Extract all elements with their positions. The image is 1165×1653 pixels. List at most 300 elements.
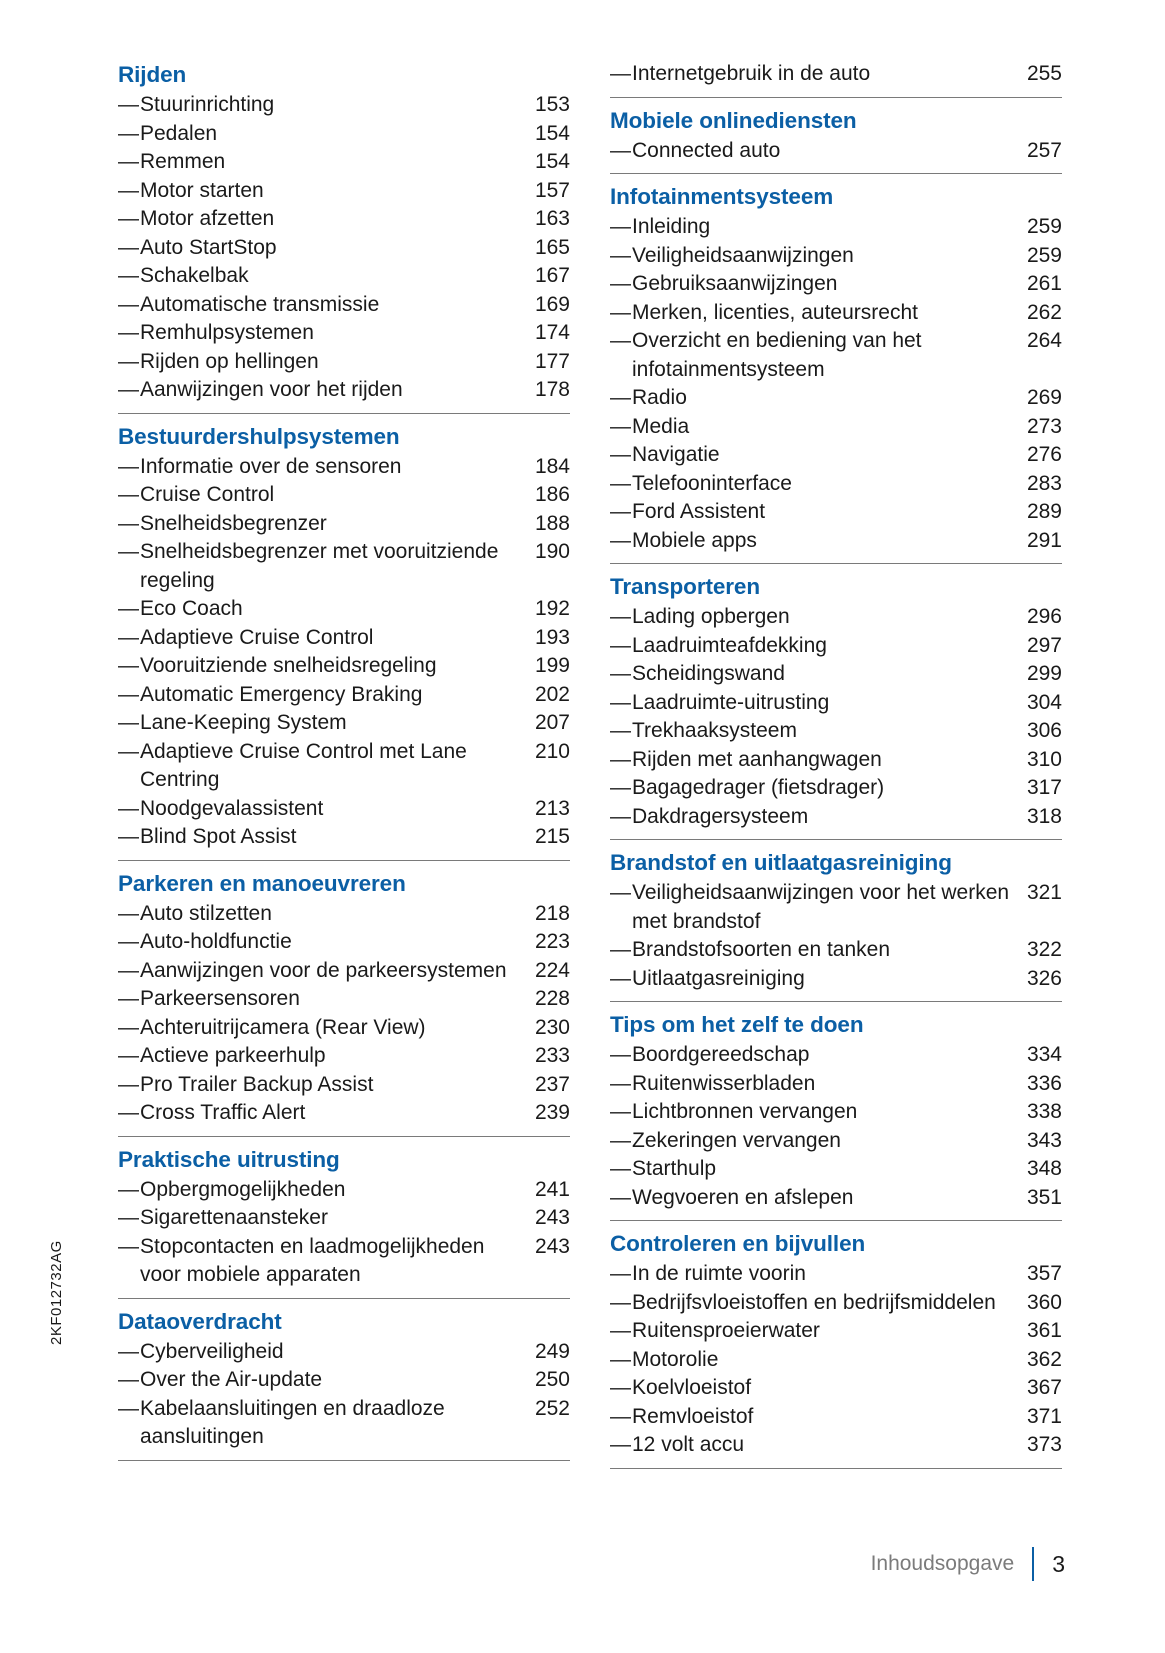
section-divider <box>610 1220 1062 1221</box>
toc-entry[interactable] <box>610 1098 1062 1127</box>
toc-entry-label: Auto StartStop <box>140 235 277 259</box>
entry-dash-icon: — <box>610 881 631 904</box>
toc-entry-label: Inleiding <box>632 215 711 238</box>
entry-dash-icon: — <box>610 938 631 961</box>
toc-entry-label: Brandstofsoorten en tanken <box>632 938 891 961</box>
toc-entry-page: 348 <box>1026 1157 1062 1180</box>
toc-entry[interactable] <box>118 481 570 510</box>
toc-entry[interactable] <box>610 213 1062 242</box>
toc-entry-page: 296 <box>1026 605 1062 628</box>
entry-dash-icon: — <box>610 1071 631 1095</box>
toc-entry-page: 154 <box>534 121 570 145</box>
toc-entry-page: 210 <box>534 739 570 763</box>
entry-dash-icon: — <box>610 662 631 685</box>
section-divider <box>118 1298 570 1299</box>
toc-entry[interactable] <box>610 441 1062 470</box>
entry-dash-icon: — <box>610 690 631 714</box>
toc-entry-page: 334 <box>1026 1043 1062 1066</box>
toc-section-title[interactable]: Brandstof en uitlaatgasreiniging <box>610 850 952 875</box>
toc-entry-label: 12 volt accu <box>632 1433 745 1456</box>
toc-section-continued <box>610 60 1062 98</box>
document-code: 2KF012732AG <box>48 1240 65 1345</box>
entry-dash-icon: — <box>610 719 631 742</box>
toc-entry-page: 289 <box>1026 500 1062 523</box>
toc-entry[interactable] <box>118 1395 570 1452</box>
entry-dash-icon: — <box>118 901 139 925</box>
toc-section <box>610 108 1062 175</box>
entry-dash-icon: — <box>610 1043 631 1066</box>
toc-entry-label: Veiligheidsaanwijzingen voor het werken met brandstof <box>632 881 1010 933</box>
toc-entry-label: Achteruitrijcamera (Rear View) <box>140 1015 426 1039</box>
entry-dash-icon: — <box>118 207 139 230</box>
toc-entry[interactable] <box>118 1099 570 1128</box>
toc-entry-label: Automatische transmissie <box>140 292 380 316</box>
toc-entry-label: Trekhaaksysteem <box>632 719 797 742</box>
entry-dash-icon: — <box>118 1015 139 1039</box>
toc-entry[interactable] <box>118 738 570 795</box>
toc-entry-page: 304 <box>1026 690 1062 714</box>
toc-entry[interactable] <box>610 1374 1062 1403</box>
toc-entry[interactable] <box>610 603 1062 632</box>
toc-entry[interactable] <box>118 234 570 263</box>
entry-dash-icon: — <box>610 500 631 523</box>
toc-entry-page: 223 <box>534 930 570 953</box>
toc-entry-page: 218 <box>534 901 570 925</box>
toc-entry[interactable] <box>610 470 1062 499</box>
toc-section-title[interactable]: Parkeren en manoeuvreren <box>118 870 406 896</box>
entry-dash-icon: — <box>610 747 631 771</box>
toc-entry-label: Actieve parkeerhulp <box>140 1044 326 1067</box>
toc-section <box>610 574 1062 840</box>
section-divider <box>610 1468 1062 1469</box>
entry-dash-icon: — <box>118 483 139 506</box>
toc-entry-label: Mobiele apps <box>632 528 757 552</box>
toc-section <box>118 1147 570 1299</box>
toc-entry[interactable] <box>610 1346 1062 1375</box>
toc-entry-page: 157 <box>534 178 570 202</box>
entry-dash-icon: — <box>610 776 631 799</box>
toc-entry-page: 215 <box>534 825 570 848</box>
toc-entry-label: Telefooninterface <box>632 471 792 495</box>
toc-entry[interactable] <box>610 965 1062 994</box>
toc-entry[interactable] <box>610 498 1062 527</box>
toc-entry-page: 252 <box>534 1396 570 1420</box>
toc-entry-page: 360 <box>1026 1290 1062 1314</box>
toc-entry-label: Media <box>632 414 690 438</box>
toc-entry[interactable] <box>118 1176 570 1205</box>
entry-dash-icon: — <box>118 150 139 173</box>
toc-entry-label: Zekeringen vervangen <box>632 1128 841 1152</box>
toc-entry-label: Motor starten <box>140 178 264 202</box>
toc-entry[interactable] <box>118 376 570 405</box>
toc-section-title[interactable]: Praktische uitrusting <box>118 1146 340 1172</box>
entry-dash-icon: — <box>610 471 631 495</box>
toc-entry[interactable] <box>118 510 570 539</box>
toc-entry-page: 317 <box>1026 776 1062 799</box>
toc-entry[interactable] <box>610 936 1062 965</box>
toc-entry-page: 343 <box>1026 1128 1062 1152</box>
toc-entry[interactable] <box>118 1338 570 1367</box>
toc-section <box>610 184 1062 564</box>
toc-entry-page: 188 <box>534 511 570 535</box>
toc-entry-label: Merken, licenties, auteursrecht <box>632 300 918 324</box>
toc-entry[interactable] <box>610 413 1062 442</box>
toc-entry[interactable] <box>610 242 1062 271</box>
entry-dash-icon: — <box>118 1177 139 1201</box>
toc-entry-page: 167 <box>534 264 570 287</box>
toc-entry-label: Veiligheidsaanwijzingen <box>632 243 854 267</box>
entry-dash-icon: — <box>610 804 631 828</box>
toc-entry-page: 239 <box>534 1101 570 1124</box>
toc-entry-label: In de ruimte voorin <box>632 1262 806 1285</box>
toc-section-title[interactable]: Infotainmentsysteem <box>610 184 834 209</box>
entry-dash-icon: — <box>610 1185 631 1209</box>
toc-entry-page: 269 <box>1026 386 1062 409</box>
toc-entry[interactable] <box>610 527 1062 556</box>
entry-dash-icon: — <box>118 1396 139 1420</box>
toc-entry-label: Cyberveiligheid <box>140 1339 284 1363</box>
toc-section-title[interactable]: Bestuurdershulpsystemen <box>118 423 400 449</box>
toc-entry-label: Laadruimte-uitrusting <box>632 690 830 714</box>
entry-dash-icon: — <box>610 272 631 295</box>
toc-entry-page: 322 <box>1026 938 1062 961</box>
toc-entry-page: 230 <box>534 1015 570 1039</box>
toc-section <box>118 1309 570 1461</box>
toc-entry[interactable] <box>118 652 570 681</box>
toc-entry[interactable] <box>610 137 1062 166</box>
toc-entry-page: 186 <box>534 483 570 506</box>
entry-dash-icon: — <box>610 138 631 162</box>
toc-entry[interactable] <box>610 660 1062 689</box>
toc-entry-label: Lading opbergen <box>632 605 790 628</box>
entry-dash-icon: — <box>610 215 631 238</box>
toc-entry[interactable] <box>610 632 1062 661</box>
toc-entry-label: Wegvoeren en afslepen <box>632 1185 854 1209</box>
toc-entry-page: 243 <box>534 1234 570 1258</box>
toc-entry-label: Remvloeistof <box>632 1404 754 1428</box>
toc-section-title[interactable]: Rijden <box>118 62 187 87</box>
page-footer <box>871 1547 1065 1581</box>
entry-dash-icon: — <box>610 528 631 552</box>
toc-entry[interactable] <box>610 1289 1062 1318</box>
toc-entry[interactable] <box>118 319 570 348</box>
entry-dash-icon: — <box>610 966 631 990</box>
toc-entry[interactable] <box>610 879 1062 936</box>
toc-entry[interactable] <box>118 1233 570 1290</box>
toc-entry-label: Aanwijzingen voor de parkeersystemen <box>140 958 507 982</box>
toc-entry-page: 283 <box>1026 471 1062 495</box>
toc-entry-page: 174 <box>534 321 570 344</box>
toc-entry-page: 259 <box>1026 243 1062 267</box>
section-divider <box>610 563 1062 564</box>
toc-entry-page: 169 <box>534 292 570 316</box>
toc-entry-page: 213 <box>534 796 570 820</box>
toc-entry-page: 321 <box>1026 881 1062 904</box>
toc-entry-page: 237 <box>534 1072 570 1096</box>
toc-section <box>118 871 570 1137</box>
toc-entry-label: Internetgebruik in de auto <box>632 62 871 85</box>
toc-section-title[interactable]: Controleren en bijvullen <box>610 1231 866 1256</box>
toc-entry[interactable] <box>118 928 570 957</box>
section-divider <box>118 860 570 861</box>
toc-entry[interactable] <box>118 1071 570 1100</box>
toc-entry[interactable] <box>118 985 570 1014</box>
toc-entry-page: 255 <box>1026 62 1062 85</box>
toc-entry[interactable] <box>610 746 1062 775</box>
entry-dash-icon: — <box>118 958 139 982</box>
toc-entry[interactable] <box>118 1204 570 1233</box>
toc-entry-label: Connected auto <box>632 138 781 162</box>
toc-entry[interactable] <box>118 205 570 234</box>
toc-entry-page: 163 <box>534 207 570 230</box>
footer-page-number: 3 <box>1052 1550 1065 1577</box>
toc-entry[interactable] <box>610 717 1062 746</box>
toc-entry[interactable] <box>610 1260 1062 1289</box>
toc-entry-label: Cross Traffic Alert <box>140 1101 306 1124</box>
toc-section-title[interactable]: Transporteren <box>610 574 760 599</box>
toc-section <box>610 1012 1062 1221</box>
toc-entry-label: Lane-Keeping System <box>140 711 347 734</box>
toc-entry-label: Pedalen <box>140 121 218 145</box>
toc-entry[interactable] <box>610 1041 1062 1070</box>
toc-entry-page: 243 <box>534 1206 570 1229</box>
toc-entry[interactable] <box>118 348 570 377</box>
toc-entry-label: Informatie over de sensoren <box>140 454 402 478</box>
entry-dash-icon: — <box>118 349 139 373</box>
toc-entry-label: Laadruimteafdekking <box>632 633 827 657</box>
toc-entry-label: Navigatie <box>632 443 720 466</box>
toc-entry-label: Gebruiksaanwijzingen <box>632 272 838 295</box>
toc-entry[interactable] <box>610 1184 1062 1213</box>
entry-dash-icon: — <box>118 511 139 535</box>
toc-entry-page: 177 <box>534 349 570 373</box>
toc-entry[interactable] <box>610 327 1062 384</box>
toc-entry-label: Schakelbak <box>140 264 249 287</box>
toc-entry[interactable] <box>118 148 570 177</box>
toc-entry-label: Starthulp <box>632 1157 717 1180</box>
toc-entry-label: Scheidingswand <box>632 662 785 685</box>
toc-entry[interactable] <box>610 1155 1062 1184</box>
toc-entry[interactable] <box>118 709 570 738</box>
toc-entry-page: 233 <box>534 1044 570 1067</box>
entry-dash-icon: — <box>118 178 139 202</box>
toc-entry-label: Adaptieve Cruise Control met Lane Centring <box>140 739 467 791</box>
toc-entry-page: 193 <box>534 625 570 649</box>
toc-entry[interactable] <box>610 270 1062 299</box>
toc-entry[interactable] <box>610 803 1062 832</box>
toc-entry-page: 202 <box>534 682 570 706</box>
toc-entry-page: 373 <box>1026 1433 1062 1456</box>
toc-entry[interactable] <box>118 900 570 929</box>
entry-dash-icon: — <box>118 1044 139 1067</box>
toc-entry[interactable] <box>118 1366 570 1395</box>
toc-entry-page: 261 <box>1026 272 1062 295</box>
toc-entry[interactable] <box>118 624 570 653</box>
entry-dash-icon: — <box>610 443 631 466</box>
toc-entry-page: 371 <box>1026 1404 1062 1428</box>
toc-section-title[interactable]: Mobiele onlinediensten <box>610 107 857 133</box>
toc-entry[interactable] <box>118 681 570 710</box>
toc-entry[interactable] <box>118 120 570 149</box>
toc-entry-page: 264 <box>1026 329 1062 352</box>
entry-dash-icon: — <box>610 1433 631 1456</box>
entry-dash-icon: — <box>118 987 139 1010</box>
entry-dash-icon: — <box>610 1290 631 1314</box>
toc-entry-label: Auto-holdfunctie <box>140 930 292 953</box>
toc-entry-label: Overzicht en bediening van het infotainmentsysteem <box>632 329 922 381</box>
section-divider <box>118 1136 570 1137</box>
toc-entry[interactable] <box>118 291 570 320</box>
toc-entry[interactable] <box>610 689 1062 718</box>
toc-entry[interactable] <box>610 299 1062 328</box>
toc-entry[interactable] <box>610 1431 1062 1460</box>
entry-dash-icon: — <box>610 300 631 324</box>
toc-entry-page: 338 <box>1026 1100 1062 1123</box>
toc-entry-page: 361 <box>1026 1319 1062 1342</box>
toc-entry[interactable] <box>118 453 570 482</box>
toc-entry[interactable] <box>118 262 570 291</box>
toc-entry-page: 250 <box>534 1368 570 1391</box>
toc-entry[interactable] <box>118 595 570 624</box>
toc-entry-page: 273 <box>1026 414 1062 438</box>
toc-entry-label: Ruitenwisserbladen <box>632 1071 816 1095</box>
entry-dash-icon: — <box>118 682 139 706</box>
toc-entry-label: Remmen <box>140 150 226 173</box>
toc-entry-label: Remhulpsystemen <box>140 321 314 344</box>
toc-entry-label: Stopcontacten en laadmogelijkheden voor mobiele apparaten <box>140 1234 485 1286</box>
toc-entry-page: 326 <box>1026 966 1062 990</box>
toc-entry-label: Kabelaansluitingen en draadloze aansluitingen <box>140 1396 445 1448</box>
toc-entry-label: Radio <box>632 386 687 409</box>
entry-dash-icon: — <box>118 121 139 145</box>
toc-right-column <box>610 60 1062 1479</box>
entry-dash-icon: — <box>118 625 139 649</box>
section-divider <box>610 97 1062 98</box>
entry-dash-icon: — <box>610 1347 631 1371</box>
entry-dash-icon: — <box>118 1072 139 1096</box>
toc-section-title[interactable]: Dataoverdracht <box>118 1308 282 1334</box>
entry-dash-icon: — <box>118 378 139 401</box>
toc-entry-label: Opbergmogelijkheden <box>140 1177 346 1201</box>
entry-dash-icon: — <box>118 540 139 563</box>
toc-entry-label: Snelheidsbegrenzer met vooruitziende regeling <box>140 540 499 592</box>
entry-dash-icon: — <box>118 654 139 677</box>
toc-entry-label: Rijden met aanhangwagen <box>632 747 882 771</box>
toc-entry-page: 165 <box>534 235 570 259</box>
entry-dash-icon: — <box>610 633 631 657</box>
toc-columns <box>118 60 1063 1479</box>
entry-dash-icon: — <box>118 1206 139 1229</box>
toc-entry[interactable] <box>610 1317 1062 1346</box>
toc-entry-page: 199 <box>534 654 570 677</box>
toc-entry-page: 262 <box>1026 300 1062 324</box>
section-divider <box>610 839 1062 840</box>
toc-entry[interactable] <box>610 384 1062 413</box>
toc-left-column <box>118 60 570 1479</box>
toc-entry-page: 259 <box>1026 215 1062 238</box>
toc-entry[interactable] <box>118 1014 570 1043</box>
toc-entry[interactable] <box>610 1127 1062 1156</box>
toc-entry-label: Auto stilzetten <box>140 901 272 925</box>
toc-entry-label: Automatic Emergency Braking <box>140 682 423 706</box>
entry-dash-icon: — <box>118 454 139 478</box>
entry-dash-icon: — <box>118 292 139 316</box>
entry-dash-icon: — <box>610 1262 631 1285</box>
toc-section-title[interactable]: Tips om het zelf te doen <box>610 1012 864 1037</box>
toc-entry-page: 241 <box>534 1177 570 1201</box>
toc-entry-label: Blind Spot Assist <box>140 825 297 848</box>
toc-entry-label: Ford Assistent <box>632 500 766 523</box>
entry-dash-icon: — <box>610 1319 631 1342</box>
toc-entry-page: 310 <box>1026 747 1062 771</box>
toc-entry-page: 249 <box>534 1339 570 1363</box>
toc-entry[interactable] <box>118 1042 570 1071</box>
toc-entry-page: 297 <box>1026 633 1062 657</box>
entry-dash-icon: — <box>610 414 631 438</box>
section-divider <box>118 1460 570 1461</box>
toc-entry-label: Lichtbronnen vervangen <box>632 1100 858 1123</box>
toc-entry-page: 336 <box>1026 1071 1062 1095</box>
entry-dash-icon: — <box>610 1128 631 1152</box>
toc-entry-label: Motorolie <box>632 1347 719 1371</box>
entry-dash-icon: — <box>118 264 139 287</box>
entry-dash-icon: — <box>118 1368 139 1391</box>
toc-entry-page: 306 <box>1026 719 1062 742</box>
toc-entry[interactable] <box>118 957 570 986</box>
toc-entry[interactable] <box>118 91 570 120</box>
entry-dash-icon: — <box>610 243 631 267</box>
footer-divider <box>1032 1547 1034 1581</box>
entry-dash-icon: — <box>610 386 631 409</box>
toc-entry[interactable] <box>118 177 570 206</box>
toc-entry-page: 228 <box>534 987 570 1010</box>
entry-dash-icon: — <box>118 93 139 116</box>
toc-section <box>118 62 570 414</box>
toc-entry[interactable] <box>610 774 1062 803</box>
entry-dash-icon: — <box>610 62 631 85</box>
toc-entry[interactable] <box>118 538 570 595</box>
entry-dash-icon: — <box>118 1339 139 1363</box>
toc-entry-label: Over the Air-update <box>140 1368 323 1391</box>
entry-dash-icon: — <box>610 329 631 352</box>
toc-entry[interactable] <box>610 1070 1062 1099</box>
toc-entry-label: Pro Trailer Backup Assist <box>140 1072 374 1096</box>
toc-section <box>118 424 570 861</box>
toc-entry[interactable] <box>118 795 570 824</box>
entry-dash-icon: — <box>610 605 631 628</box>
toc-entry-label: Uitlaatgasreiniging <box>632 966 805 990</box>
toc-entry-label: Motor afzetten <box>140 207 275 230</box>
toc-entry[interactable] <box>610 60 1062 89</box>
toc-entry-page: 207 <box>534 711 570 734</box>
toc-entry[interactable] <box>610 1403 1062 1432</box>
toc-entry-page: 257 <box>1026 138 1062 162</box>
toc-entry-page: 276 <box>1026 443 1062 466</box>
toc-entry-page: 351 <box>1026 1185 1062 1209</box>
toc-entry-label: Bagagedrager (fietsdrager) <box>632 776 885 799</box>
toc-entry-page: 318 <box>1026 804 1062 828</box>
toc-entry-label: Dakdragersysteem <box>632 804 809 828</box>
entry-dash-icon: — <box>118 1234 139 1258</box>
toc-entry-label: Stuurinrichting <box>140 93 275 116</box>
toc-entry[interactable] <box>118 823 570 852</box>
toc-entry-label: Snelheidsbegrenzer <box>140 511 327 535</box>
entry-dash-icon: — <box>118 321 139 344</box>
toc-entry-page: 367 <box>1026 1376 1062 1399</box>
toc-entry-page: 291 <box>1026 528 1062 552</box>
toc-entry-label: Cruise Control <box>140 483 275 506</box>
toc-section <box>610 850 1062 1002</box>
